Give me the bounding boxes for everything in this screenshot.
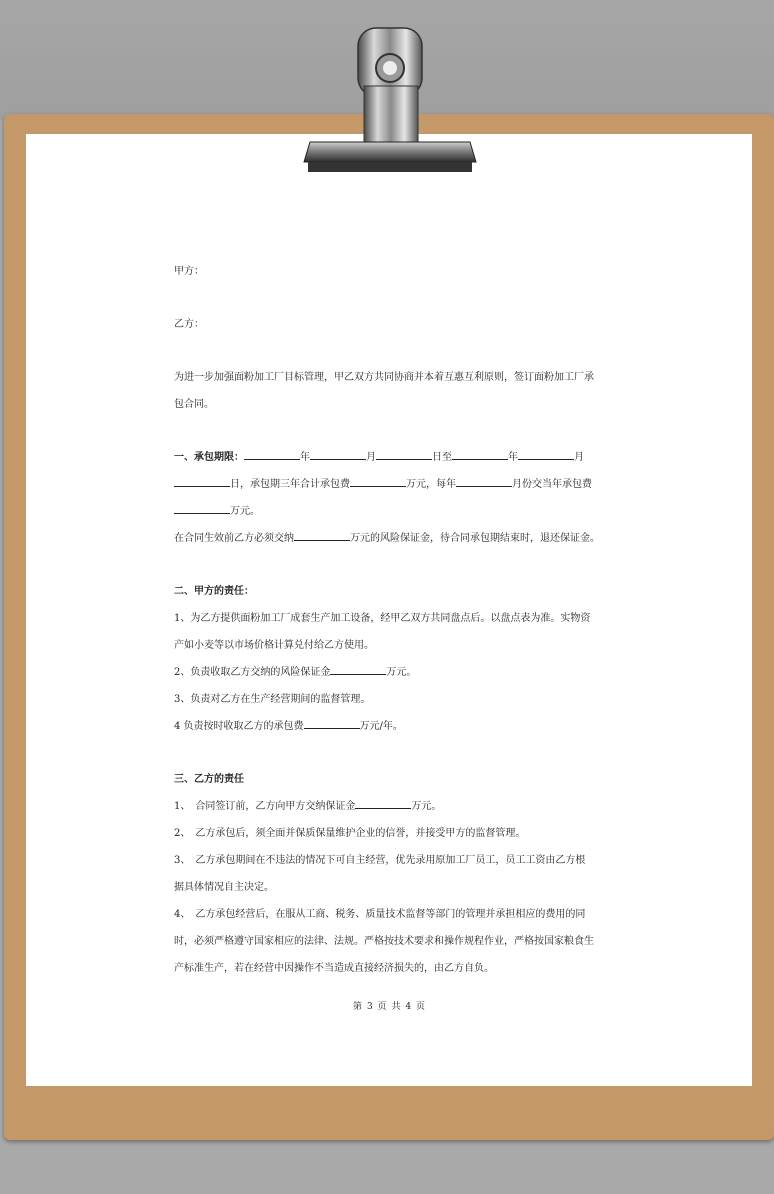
section-2-item-1b: 产如小麦等以市场价格计算兑付给乙方使用。 — [174, 640, 374, 651]
blank-field — [355, 798, 411, 809]
section-2-item-1a: 1、为乙方提供面粉加工厂成套生产加工设备，经甲乙双方共同盘点后。以盘点表为准。实物资 — [174, 613, 591, 624]
section-1-line-4 — [174, 525, 610, 552]
blank-field — [244, 449, 300, 460]
section-3-item-3b: 据具体情况自主决定。 — [174, 882, 274, 893]
blank-field — [304, 718, 360, 729]
text-month: 月 — [574, 452, 584, 463]
text-segment: 万元。 — [386, 667, 417, 678]
intro-line-2: 包合同。 — [174, 399, 214, 410]
section-3-item-3a: 3、 乙方承包期间在不违法的情况下可自主经营，优先录用原加工厂员工，员工工资由乙方根 — [174, 855, 586, 866]
section-3-item-1 — [174, 793, 610, 820]
text-segment: 万元。 — [230, 506, 260, 517]
blank-field — [518, 449, 574, 460]
section-1-line-2 — [174, 471, 610, 498]
section-3-title: 三、乙方的责任 — [174, 774, 244, 785]
text-segment: 4 负责按时收取乙方的承包费 — [174, 721, 304, 732]
section-1-line-1 — [174, 444, 610, 471]
footer-gong: 共 — [391, 1002, 401, 1012]
page-total: 4 — [405, 1002, 412, 1012]
section-2-item-3: 3、负责对乙方在生产经营期间的监督管理。 — [174, 694, 371, 705]
section-3-item-4a: 4、 乙方承包经营后，在服从工商、税务、质量技术监督等部门的管理并承担相应的费用的同 — [174, 909, 586, 920]
section-2-item-4 — [174, 713, 610, 740]
footer-di: 第 — [353, 1002, 363, 1012]
text-segment: 万元/年。 — [359, 721, 403, 732]
text-segment: 月份交当年承包费 — [512, 479, 592, 490]
section-3-item-4b: 时，必须严格遵守国家相应的法律、法规。严格按技术要求和操作规程作业，严格按国家粮食生 — [174, 936, 594, 947]
blank-field — [452, 449, 508, 460]
text-segment: 日，承包期三年合计承包费 — [230, 479, 350, 490]
text-year: 年 — [300, 452, 310, 463]
section-2-title: 二、甲方的责任： — [174, 586, 254, 597]
party-b-line: 乙方： — [174, 319, 204, 330]
blank-field — [174, 503, 230, 514]
section-1-line-3 — [174, 498, 610, 525]
page-footer — [26, 999, 752, 1012]
text-month: 月 — [366, 452, 376, 463]
text-segment: 在合同生效前乙方必须交纳 — [174, 533, 294, 544]
section-3-item-2: 2、 乙方承包后，须全面并保质保量维护企业的信誉，并接受甲方的监督管理。 — [174, 828, 526, 839]
section-2-item-2 — [174, 659, 610, 686]
blank-field — [310, 449, 366, 460]
intro-line-1: 为进一步加强面粉加工厂目标管理，甲乙双方共同协商并本着互惠互利原则，签订面粉加工厂承 — [174, 372, 594, 383]
blank-field — [174, 476, 230, 487]
text-segment: 万元，每年 — [406, 479, 456, 490]
blank-field — [376, 449, 432, 460]
footer-ye2: 页 — [415, 1002, 425, 1012]
blank-field — [350, 476, 406, 487]
blank-field — [456, 476, 512, 487]
text-segment: 1、 合同签订前，乙方向甲方交纳保证金 — [174, 801, 356, 812]
section-1-title: 一、承包期限： — [174, 452, 244, 463]
footer-ye: 页 — [377, 1002, 387, 1012]
blank-field — [294, 530, 350, 541]
text-day-to: 日至 — [432, 452, 452, 463]
section-3-item-4c: 产标准生产，若在经营中因操作不当造成直接经济损失的，由乙方自负。 — [174, 963, 494, 974]
text-segment: 万元。 — [411, 801, 442, 812]
binder-clip-icon — [300, 26, 480, 180]
blank-field — [330, 664, 386, 675]
text-year: 年 — [508, 452, 518, 463]
text-segment: 2、负责收取乙方交纳的风险保证金 — [174, 667, 331, 678]
party-a-line: 甲方： — [174, 266, 204, 277]
contract-body — [174, 258, 610, 982]
text-segment: 万元的风险保证金，待合同承包期结束时，退还保证金。 — [350, 533, 600, 544]
page-number: 3 — [366, 1002, 373, 1012]
